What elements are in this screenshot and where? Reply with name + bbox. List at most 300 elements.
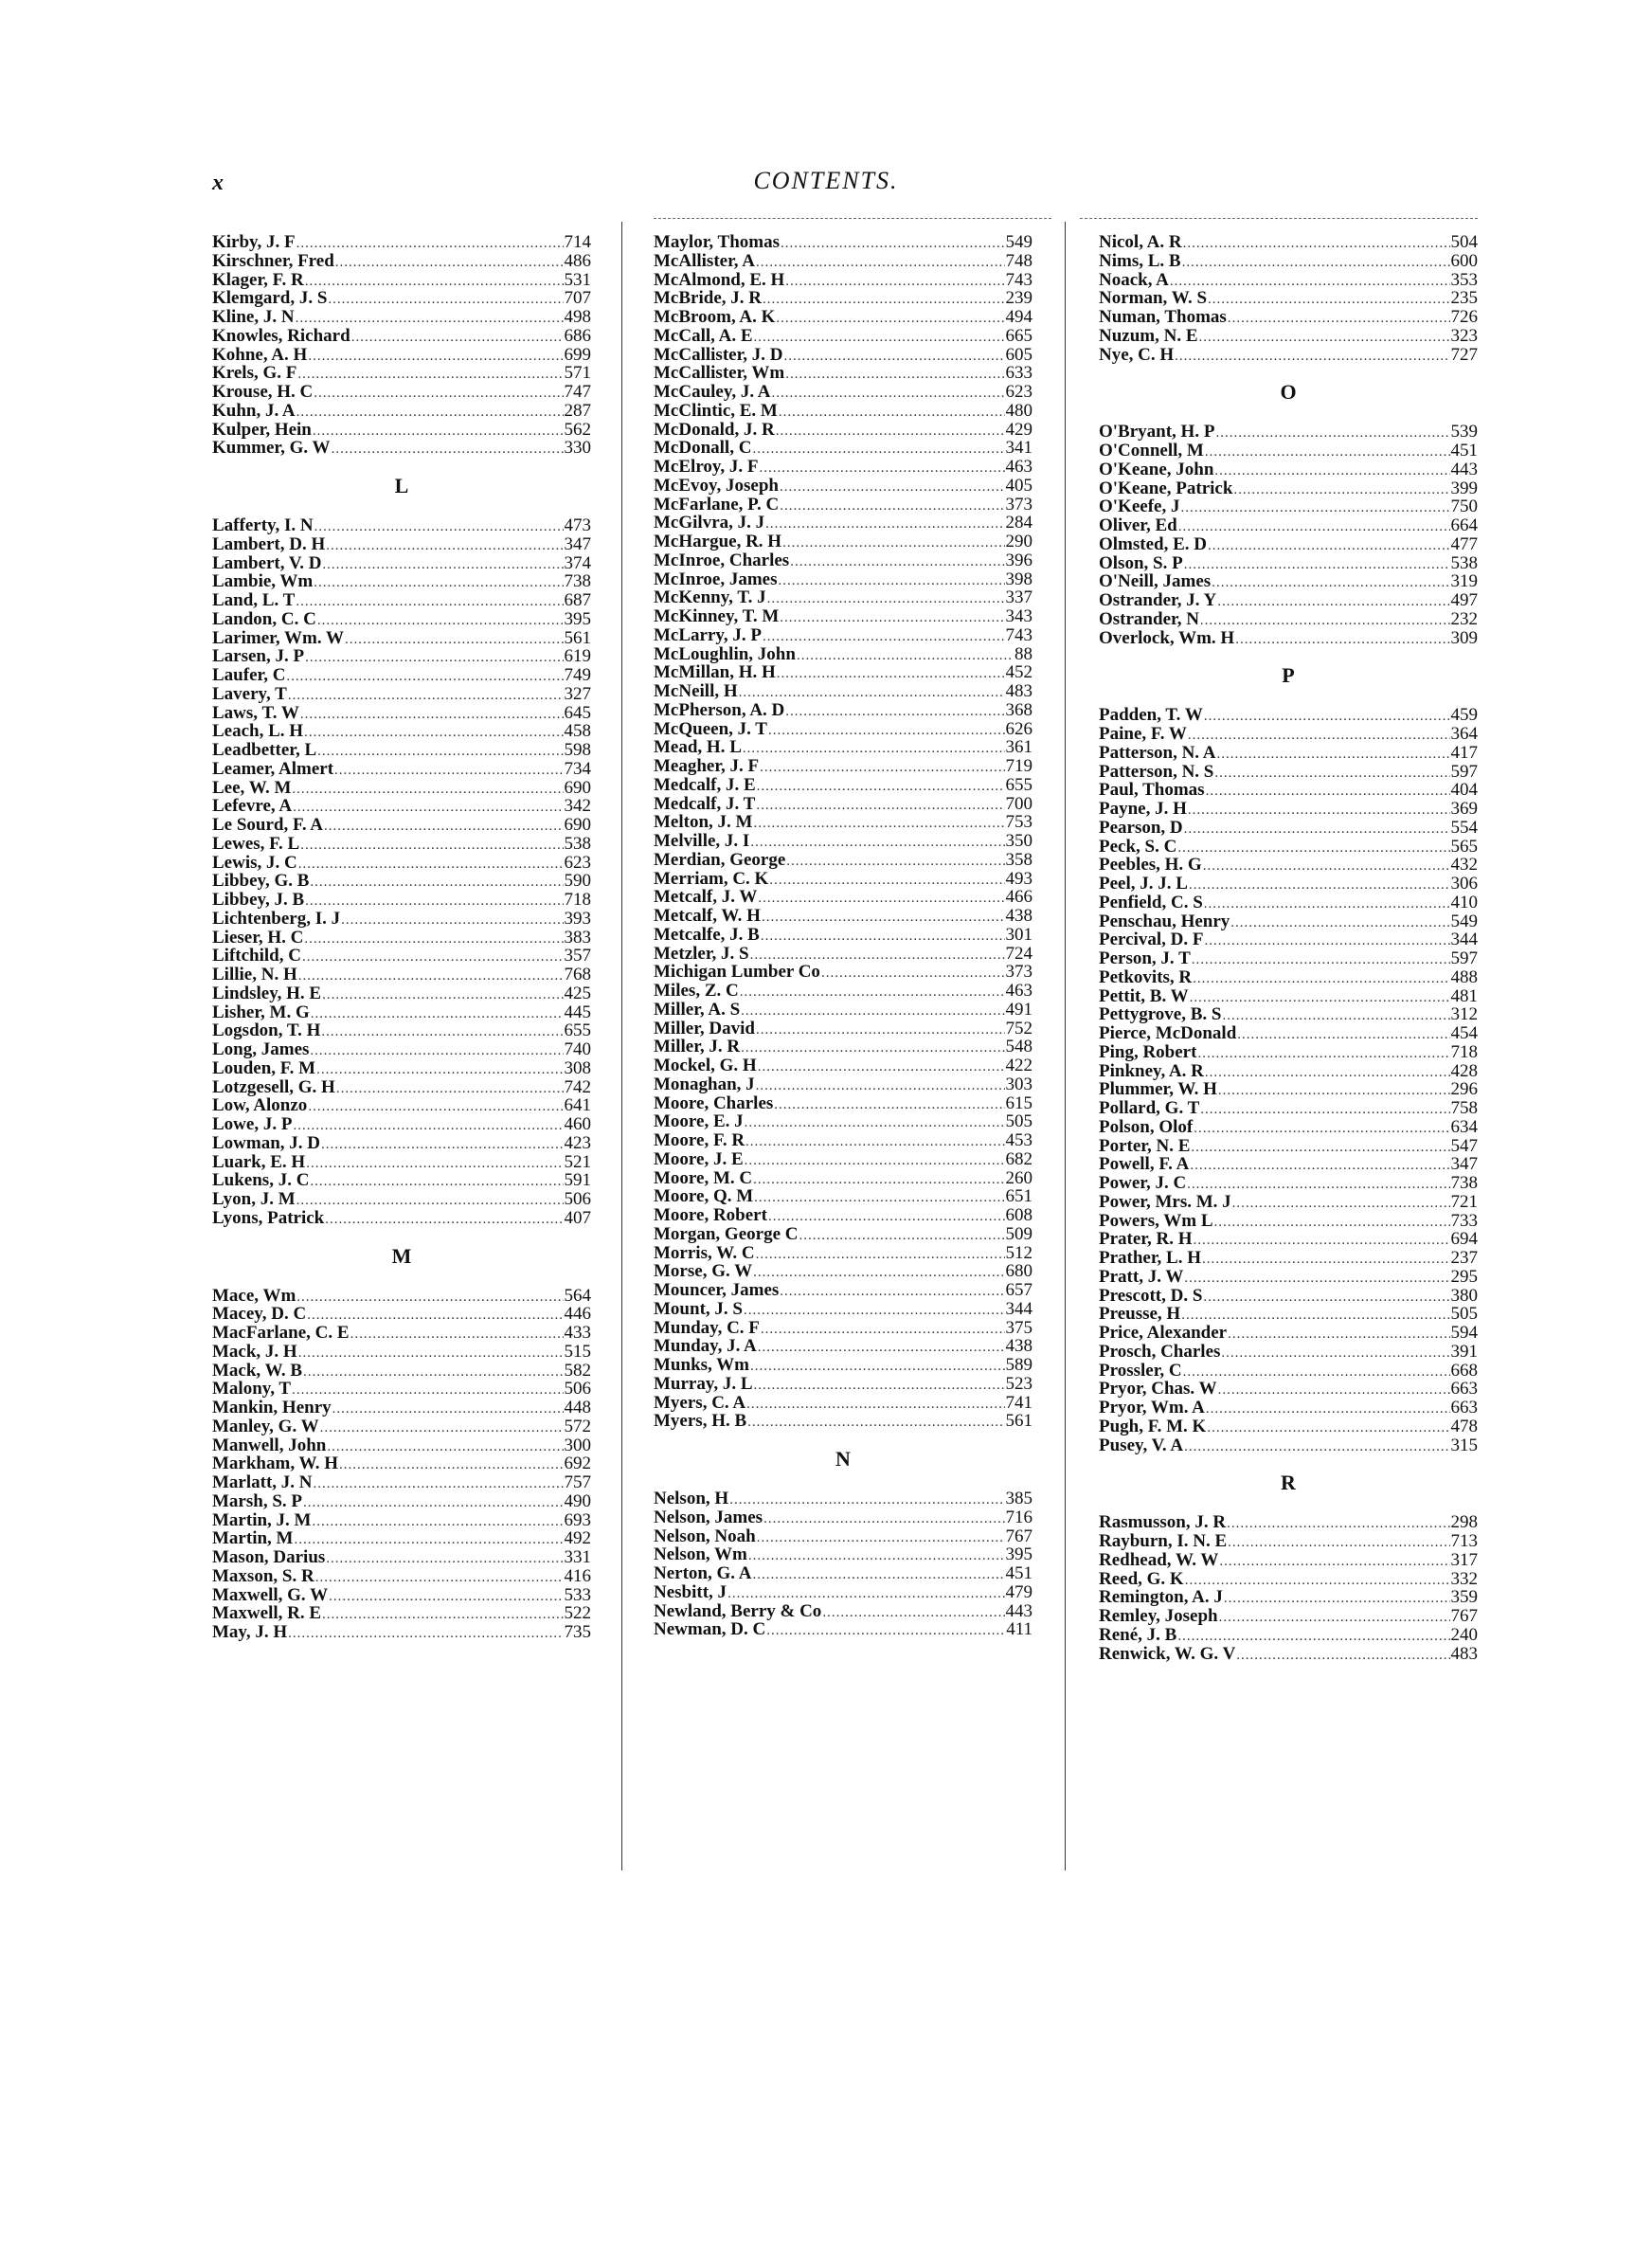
- entry-page-number: 523: [1005, 1373, 1032, 1394]
- index-entry: [1099, 1645, 1478, 1664]
- index-entry: [1099, 516, 1478, 535]
- entry-page-number: 743: [1005, 624, 1032, 645]
- dot-leader: [351, 329, 564, 348]
- index-entry: [1099, 856, 1478, 875]
- entry-page-number: 521: [564, 1151, 591, 1172]
- entry-page-number: 433: [564, 1323, 591, 1343]
- index-entry: [212, 1096, 591, 1115]
- index-entry: [654, 1319, 1032, 1338]
- index-entry: [1099, 1551, 1478, 1570]
- entry-name: Redhead, W. W: [1099, 1549, 1219, 1570]
- index-entry: [212, 439, 591, 458]
- entry-name: Renwick, W. G. V: [1099, 1643, 1236, 1664]
- dot-leader: [768, 1208, 1005, 1227]
- entry-name: Macey, D. C: [212, 1304, 307, 1325]
- index-entry: [1099, 1099, 1478, 1118]
- entry-page-number: 686: [564, 325, 591, 346]
- dot-leader: [822, 1604, 1004, 1623]
- dot-leader: [341, 912, 563, 930]
- entry-name: Leadbetter, L: [212, 740, 317, 760]
- entry-name: McDonall, C: [654, 438, 752, 459]
- entry-name: Lichtenberg, I. J: [212, 908, 341, 929]
- dot-leader: [756, 1077, 1005, 1096]
- dot-leader: [754, 1189, 1004, 1208]
- entry-name: McLarry, J. P: [654, 624, 762, 645]
- index-column-2: [654, 233, 1032, 1639]
- entry-name: Ping, Robert: [1099, 1041, 1197, 1062]
- entry-page-number: 361: [1005, 737, 1032, 758]
- entry-page-number: 768: [564, 965, 591, 984]
- entry-name: Prescott, D. S: [1099, 1285, 1203, 1306]
- index-entry: [654, 1169, 1032, 1188]
- entry-page-number: 368: [1005, 699, 1032, 720]
- index-entry: [654, 1620, 1032, 1639]
- entry-name: Landon, C. C: [212, 608, 316, 629]
- entry-name: Kline, J. N: [212, 307, 295, 327]
- index-entry: [654, 477, 1032, 496]
- entry-page-number: 700: [1005, 793, 1032, 814]
- index-entry: [654, 1337, 1032, 1356]
- entry-page-number: 582: [564, 1360, 591, 1381]
- dot-leader: [305, 273, 564, 292]
- index-entry: [654, 851, 1032, 870]
- index-entry: [212, 1021, 591, 1040]
- entry-name: McAllister, A: [654, 250, 755, 271]
- index-entry: [212, 1567, 591, 1586]
- dot-leader: [304, 930, 563, 949]
- dot-leader: [298, 1345, 564, 1363]
- entry-page-number: 713: [1450, 1531, 1478, 1551]
- entry-page-number: 693: [564, 1509, 591, 1530]
- entry-name: McNeill, H: [654, 681, 738, 701]
- index-entry: [212, 1529, 591, 1548]
- entry-name: McBroom, A. K: [654, 307, 776, 327]
- entry-page-number: 491: [1005, 999, 1032, 1020]
- entry-page-number: 446: [564, 1304, 591, 1325]
- index-entry: [1099, 252, 1478, 271]
- index-entry: [654, 663, 1032, 682]
- entry-name: McAlmond, E. H: [654, 269, 785, 290]
- entry-page-number: 512: [1005, 1242, 1032, 1263]
- dot-leader: [753, 815, 1004, 834]
- entry-page-number: 240: [1450, 1624, 1478, 1645]
- dot-leader: [335, 254, 564, 273]
- index-entry: [212, 872, 591, 891]
- dot-leader: [779, 404, 1005, 423]
- dot-leader: [321, 1023, 563, 1042]
- entry-page-number: 480: [1005, 400, 1032, 421]
- entry-name: Laws, T. W: [212, 702, 299, 723]
- entry-page-number: 347: [1450, 1154, 1478, 1175]
- index-entry: [654, 1490, 1032, 1508]
- index-entry: [654, 1564, 1032, 1583]
- dot-leader: [297, 366, 563, 385]
- entry-name: Nerton, G. A: [654, 1563, 752, 1583]
- index-entry: [212, 779, 591, 798]
- entry-name: Michigan Lumber Co: [654, 962, 820, 983]
- entry-name: Numan, Thomas: [1099, 307, 1227, 327]
- entry-name: Lillie, N. H: [212, 965, 297, 984]
- index-entry: [654, 963, 1032, 982]
- dot-leader: [1191, 1139, 1449, 1158]
- entry-page-number: 598: [564, 740, 591, 760]
- entry-name: Marsh, S. P: [212, 1490, 302, 1511]
- index-entry: [1099, 289, 1478, 308]
- entry-name: Manley, G. W: [212, 1416, 319, 1436]
- entry-name: Manwell, John: [212, 1435, 327, 1455]
- entry-page-number: 727: [1450, 344, 1478, 365]
- dot-leader: [1227, 1515, 1449, 1534]
- dot-leader: [1194, 1120, 1449, 1139]
- entry-page-number: 432: [1450, 855, 1478, 876]
- running-head: CONTENTS.: [753, 167, 899, 194]
- entry-page-number: 323: [1450, 325, 1478, 346]
- entry-page-number: 296: [1450, 1079, 1478, 1100]
- entry-page-number: 425: [564, 983, 591, 1003]
- entry-page-number: 423: [564, 1132, 591, 1153]
- dot-leader: [314, 1475, 564, 1494]
- dot-leader: [1202, 1251, 1449, 1270]
- column-divider: [621, 222, 622, 1870]
- entry-name: Leach, L. H: [212, 721, 304, 742]
- index-entry: [654, 514, 1032, 533]
- index-entry: [212, 421, 591, 440]
- entry-page-number: 506: [564, 1379, 591, 1399]
- index-entry: [212, 364, 591, 383]
- entry-name: Moore, E. J: [654, 1111, 744, 1132]
- dot-leader: [305, 649, 563, 668]
- entry-page-number: 232: [1450, 608, 1478, 629]
- entry-page-number: 515: [564, 1341, 591, 1362]
- index-entry: [654, 1300, 1032, 1319]
- entry-name: Paine, F. W: [1099, 724, 1187, 744]
- entry-name: Newland, Berry & Co: [654, 1600, 822, 1621]
- dot-leader: [759, 460, 1004, 478]
- entry-page-number: 687: [564, 590, 591, 610]
- index-entry: [1099, 1436, 1478, 1455]
- entry-page-number: 549: [1450, 911, 1478, 931]
- entry-page-number: 319: [1450, 571, 1478, 592]
- entry-name: Lewes, F. L: [212, 833, 300, 854]
- index-entry: [654, 982, 1032, 1001]
- dot-leader: [308, 348, 563, 367]
- entry-name: Lowman, J. D: [212, 1132, 321, 1153]
- entry-page-number: 373: [1005, 962, 1032, 983]
- index-entry: [1099, 1193, 1478, 1212]
- entry-name: Polson, Olof: [1099, 1116, 1194, 1137]
- entry-name: O'Connell, M: [1099, 441, 1204, 460]
- index-entry: [654, 907, 1032, 926]
- index-entry: [654, 1527, 1032, 1546]
- dot-leader: [313, 423, 564, 442]
- dot-leader: [785, 273, 1004, 292]
- entry-name: Price, Alexander: [1099, 1323, 1228, 1343]
- entry-page-number: 634: [1450, 1116, 1478, 1137]
- entry-page-number: 619: [564, 646, 591, 667]
- index-entry: [654, 402, 1032, 421]
- entry-name: Metcalfe, J. B: [654, 924, 760, 945]
- index-entry: [654, 1602, 1032, 1621]
- entry-name: Myers, C. A: [654, 1392, 746, 1413]
- entry-page-number: 284: [1005, 513, 1032, 533]
- entry-name: Kirby, J. F: [212, 232, 296, 252]
- entry-name: Maylor, Thomas: [654, 232, 781, 252]
- dot-leader: [1177, 840, 1449, 858]
- entry-page-number: 721: [1450, 1191, 1478, 1212]
- index-entry: [1099, 442, 1478, 460]
- entry-page-number: 410: [1450, 892, 1478, 912]
- entry-page-number: 597: [1450, 948, 1478, 968]
- dot-leader: [310, 874, 563, 893]
- dot-leader: [317, 743, 563, 762]
- entry-name: Luark, E. H: [212, 1151, 306, 1172]
- index-entry: [654, 738, 1032, 757]
- entry-page-number: 301: [1005, 924, 1032, 945]
- entry-name: Nesbitt, J: [654, 1581, 727, 1602]
- dot-leader: [753, 1171, 1004, 1190]
- index-entry: [1099, 1287, 1478, 1306]
- entry-page-number: 347: [564, 533, 591, 554]
- dot-leader: [305, 893, 563, 912]
- index-entry: [1099, 308, 1478, 327]
- dot-leader: [761, 1321, 1005, 1340]
- entry-page-number: 740: [564, 1039, 591, 1059]
- index-entry: [212, 383, 591, 402]
- index-entry: [212, 1153, 591, 1172]
- dot-leader: [1221, 1345, 1449, 1363]
- dot-leader: [332, 1400, 564, 1419]
- dot-leader: [326, 1550, 563, 1569]
- entry-name: Louden, F. M: [212, 1057, 316, 1078]
- dot-leader: [745, 1114, 1005, 1133]
- index-entry: [654, 720, 1032, 739]
- entry-name: Mount, J. S: [654, 1298, 743, 1319]
- entry-page-number: 308: [564, 1057, 591, 1078]
- entry-name: Pusey, V. A: [1099, 1435, 1184, 1455]
- dot-leader: [752, 441, 1004, 460]
- dot-leader: [779, 572, 1005, 591]
- dot-leader: [1188, 802, 1450, 821]
- index-entry: [654, 1187, 1032, 1206]
- index-entry: [654, 626, 1032, 645]
- entry-name: Person, J. T: [1099, 948, 1191, 968]
- entry-name: Lafferty, I. N: [212, 515, 314, 535]
- index-entry: [654, 1150, 1032, 1169]
- index-entry: [212, 722, 591, 741]
- entry-name: Nelson, H: [654, 1489, 729, 1508]
- dot-leader: [1218, 1381, 1450, 1400]
- index-entry: [212, 984, 591, 1003]
- dot-leader: [741, 1002, 1004, 1021]
- header-dashed-rule: [1080, 218, 1478, 219]
- index-entry: [654, 327, 1032, 346]
- index-entry: [654, 945, 1032, 964]
- dot-leader: [1219, 1553, 1449, 1572]
- dot-leader: [1233, 481, 1449, 500]
- entry-name: Norman, W. S: [1099, 288, 1208, 309]
- entry-page-number: 571: [564, 363, 591, 384]
- entry-name: Olmsted, E. D: [1099, 533, 1207, 554]
- index-entry: [1099, 1417, 1478, 1436]
- index-entry: [1099, 346, 1478, 365]
- index-entry: [212, 1548, 591, 1567]
- dot-leader: [1214, 462, 1449, 481]
- entry-page-number: 548: [1005, 1037, 1032, 1057]
- index-entry: [212, 271, 591, 290]
- index-entry: [654, 832, 1032, 851]
- entry-page-number: 561: [564, 627, 591, 648]
- entry-page-number: 411: [1006, 1619, 1032, 1640]
- entry-name: Prosch, Charles: [1099, 1341, 1221, 1362]
- index-entry: [654, 551, 1032, 570]
- index-entry: [212, 704, 591, 723]
- index-entry: [1099, 987, 1478, 1006]
- index-entry: [1099, 1212, 1478, 1231]
- index-entry: [212, 685, 591, 704]
- entry-page-number: 486: [564, 250, 591, 271]
- dot-leader: [1204, 932, 1449, 951]
- dot-leader: [296, 1192, 564, 1211]
- entry-page-number: 572: [564, 1416, 591, 1436]
- index-entry: [1099, 744, 1478, 763]
- dot-leader: [292, 1381, 563, 1400]
- entry-name: Meagher, J. F: [654, 756, 760, 776]
- dot-leader: [1200, 1101, 1449, 1120]
- dot-leader: [1199, 329, 1450, 348]
- entry-name: René, J. B: [1099, 1624, 1177, 1645]
- entry-page-number: 707: [564, 288, 591, 309]
- index-entry: [1099, 1513, 1478, 1532]
- entry-name: Newman, D. C: [654, 1619, 766, 1640]
- dot-leader: [1194, 1232, 1450, 1251]
- entry-page-number: 733: [1450, 1210, 1478, 1231]
- entry-name: O'Keefe, J: [1099, 497, 1180, 517]
- index-entry: [212, 1059, 591, 1078]
- dot-leader: [744, 1302, 1005, 1321]
- entry-name: Olson, S. P: [1099, 552, 1183, 573]
- index-entry: [654, 1112, 1032, 1131]
- entry-page-number: 452: [1005, 662, 1032, 683]
- entry-name: McCauley, J. A: [654, 382, 771, 402]
- index-entry: [654, 289, 1032, 308]
- dot-leader: [762, 909, 1005, 928]
- dot-leader: [780, 609, 1004, 628]
- entry-name: Plummer, W. H: [1099, 1079, 1217, 1100]
- entry-page-number: 594: [1450, 1323, 1478, 1343]
- entry-name: Pettit, B. W: [1099, 985, 1189, 1006]
- entry-page-number: 331: [564, 1547, 591, 1567]
- dot-leader: [1208, 537, 1450, 556]
- dot-leader: [1214, 1214, 1450, 1233]
- entry-name: Penfield, C. S: [1099, 892, 1203, 912]
- index-entry: [1099, 1588, 1478, 1607]
- index-entry: [654, 813, 1032, 832]
- index-entry: [654, 682, 1032, 701]
- entry-page-number: 353: [1450, 269, 1478, 290]
- dot-leader: [1207, 1419, 1449, 1438]
- entry-name: Padden, T. W: [1099, 705, 1203, 726]
- entry-page-number: 429: [1005, 419, 1032, 440]
- index-entry: [1099, 572, 1478, 591]
- index-entry: [212, 1305, 591, 1324]
- index-entry: [1099, 535, 1478, 554]
- index-entry: [212, 1287, 591, 1306]
- entry-page-number: 488: [1450, 966, 1478, 987]
- entry-name: Pugh, F. M. K: [1099, 1416, 1207, 1436]
- entry-name: Lefevre, A: [212, 796, 293, 817]
- entry-page-number: 287: [564, 400, 591, 421]
- entry-name: Miller, David: [654, 1018, 755, 1038]
- dot-leader: [1203, 1289, 1449, 1308]
- entry-name: Nims, L. B: [1099, 250, 1181, 271]
- index-entry: [654, 1094, 1032, 1113]
- entry-page-number: 547: [1450, 1135, 1478, 1156]
- index-entry: [212, 629, 591, 648]
- entry-page-number: 483: [1005, 681, 1032, 701]
- dot-leader: [1189, 876, 1450, 895]
- entry-page-number: 422: [1005, 1056, 1032, 1075]
- index-entry: [1099, 554, 1478, 573]
- dot-leader: [745, 1152, 1005, 1171]
- index-entry: [212, 1190, 591, 1209]
- entry-name: Overlock, Wm. H: [1099, 627, 1235, 648]
- entry-name: Myers, H. B: [654, 1411, 747, 1432]
- entry-name: McClintic, E. M: [654, 400, 778, 421]
- entry-page-number: 694: [1450, 1229, 1478, 1250]
- entry-name: Miles, Z. C: [654, 981, 739, 1001]
- dot-leader: [748, 1547, 1005, 1566]
- entry-name: Mace, Wm: [212, 1285, 296, 1306]
- entry-name: Nelson, James: [654, 1507, 763, 1527]
- index-entry: [212, 1040, 591, 1059]
- entry-name: Larsen, J. P: [212, 646, 305, 667]
- dot-leader: [761, 928, 1005, 947]
- entry-page-number: 692: [564, 1454, 591, 1474]
- index-entry: [1099, 781, 1478, 800]
- entry-name: O'Neill, James: [1099, 571, 1212, 592]
- entry-name: McInroe, Charles: [654, 550, 790, 570]
- entry-name: Peebles, H. G: [1099, 855, 1202, 876]
- index-entry: [654, 1356, 1032, 1375]
- dot-leader: [336, 1080, 564, 1099]
- dot-leader: [1218, 1082, 1450, 1101]
- entry-name: O'Keane, Patrick: [1099, 478, 1233, 498]
- entry-name: McLoughlin, John: [654, 643, 796, 664]
- dot-leader: [1204, 708, 1450, 727]
- entry-name: Nicol, A. R: [1099, 232, 1182, 252]
- entry-page-number: 445: [564, 1002, 591, 1022]
- entry-page-number: 466: [1005, 887, 1032, 908]
- entry-name: Kohne, A. H: [212, 344, 308, 365]
- entry-name: McQueen, J. T: [654, 718, 767, 739]
- entry-page-number: 428: [1450, 1060, 1478, 1081]
- index-entry: [212, 891, 591, 910]
- entry-page-number: 665: [1005, 325, 1032, 346]
- dot-leader: [300, 837, 563, 856]
- entry-page-number: 327: [564, 683, 591, 704]
- index-entry: [212, 591, 591, 610]
- index-entry: [654, 1583, 1032, 1602]
- entry-name: Power, J. C: [1099, 1173, 1187, 1193]
- entry-page-number: 741: [1005, 1392, 1032, 1413]
- entry-name: McKinney, T. M: [654, 606, 780, 626]
- entry-page-number: 505: [1005, 1111, 1032, 1132]
- index-entry: [1099, 1399, 1478, 1417]
- index-entry: [654, 1412, 1032, 1431]
- entry-name: Reed, G. K: [1099, 1568, 1184, 1589]
- index-entry: [212, 854, 591, 873]
- dot-leader: [334, 762, 563, 781]
